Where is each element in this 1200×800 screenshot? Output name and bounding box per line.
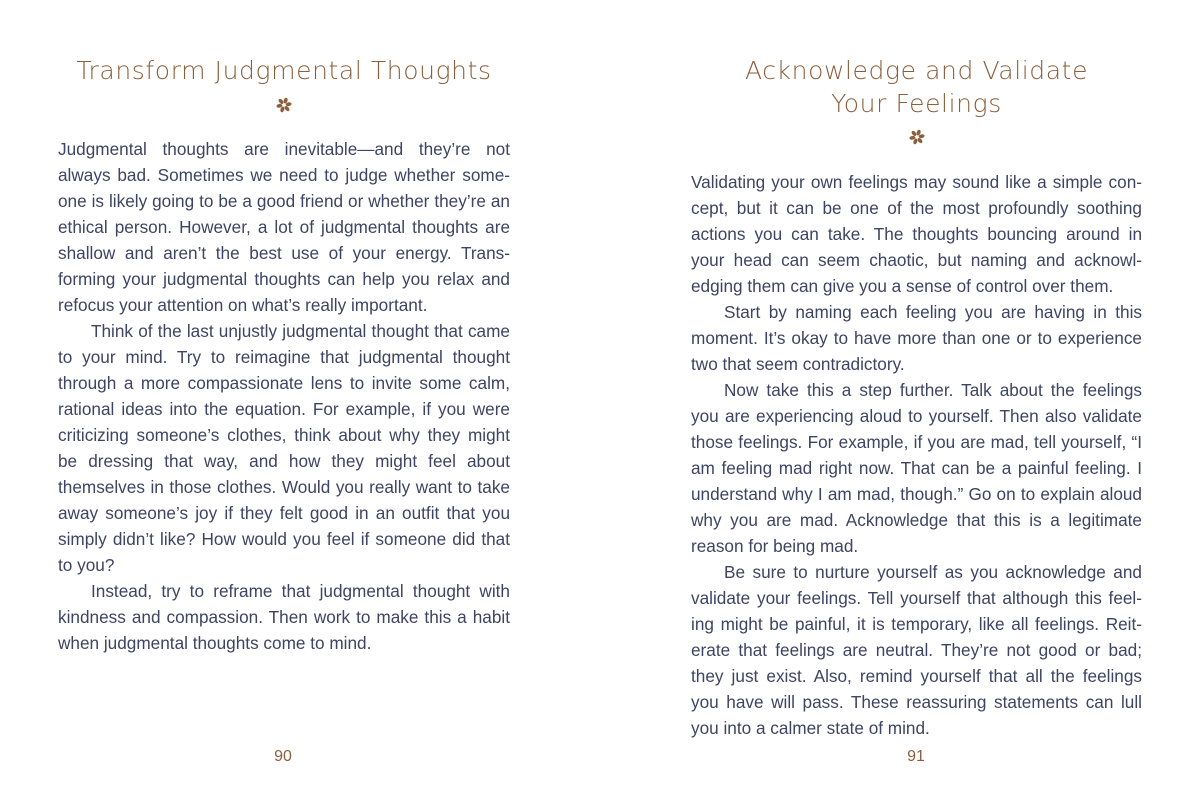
right-page — [691, 0, 1142, 800]
paragraph: Validating your own feelings may sound like a simple concept, but it can be one of the most profoundly soothing actions you can take. The thoughts bouncing around in your head can seem chaotic, but naming and acknowledging them can give you a sense of control over them. — [691, 172, 1142, 296]
paragraph: Be sure to nurture yourself as you acknowledge and validate your feelings. Tell yourself that although this feeling might be painful, it is temporary, like all feelings. Reiterate that feelings are neutral. They’re not good or bad; they just exist. Also, remind yourself that all the feelings you have will pass. These reassuring statements can lull you into a calmer state of mind. — [691, 562, 1142, 738]
heading-line-2: Your Feelings — [831, 89, 1002, 118]
right-page-heading — [691, 54, 1142, 120]
pinwheel-flower-ornament-icon — [275, 96, 293, 114]
paragraph: Judgmental thoughts are inevitable—and they’re not always bad. Sometimes we need to judge whether someone is likely going to be a good friend or whether they’re an ethical person. However, a lot of judgmental thoughts are shallow and aren’t the best use of your energy. Transforming your judgmental thoughts can help you relax and refocus your attention on what’s really important. — [58, 139, 510, 315]
left-page — [58, 0, 510, 800]
paragraph: Now take this a step further. Talk about the feelings you are experiencing aloud to yourself. Then also validate those feelings. For example, if you are mad, tell yourself, “I am feeling mad right now. That can be a painful feeling. I understand why I am mad, though.” Go on to explain aloud why you are mad. Acknowledge that this is a legitimate reason for being mad. — [691, 380, 1142, 556]
right-page-body — [691, 169, 1142, 741]
left-page-body — [58, 136, 510, 656]
paragraph: Think of the last unjustly judgmental thought that came to your mind. Try to reimagine that judgmental thought through a more compassionate lens to invite some calm, rational ideas into the equation. For example, if you were criticizing someone’s clothes, think about why they might be dressing that way, and how they might feel about themselves in those clothes. Would you really want to take away someone’s joy if they felt good in an outfit that you simply didn’t like? How would you feel if someone did that to you? — [58, 321, 510, 575]
heading-line-1: Acknowledge and Validate — [744, 56, 1089, 85]
paragraph: Instead, try to reframe that judgmental thought with kindness and compassion. Then work to make this a habit when judgmental thoughts come to mind. — [58, 581, 510, 653]
page-number: 90 — [274, 748, 292, 765]
left-page-heading: Transform Judgmental Thoughts — [76, 56, 492, 85]
page-number: 91 — [907, 748, 925, 765]
paragraph: Start by naming each feeling you are having in this moment. It’s okay to have more than one or to experience two that seem contradictory. — [691, 302, 1142, 374]
pinwheel-flower-ornament-icon — [908, 128, 926, 146]
